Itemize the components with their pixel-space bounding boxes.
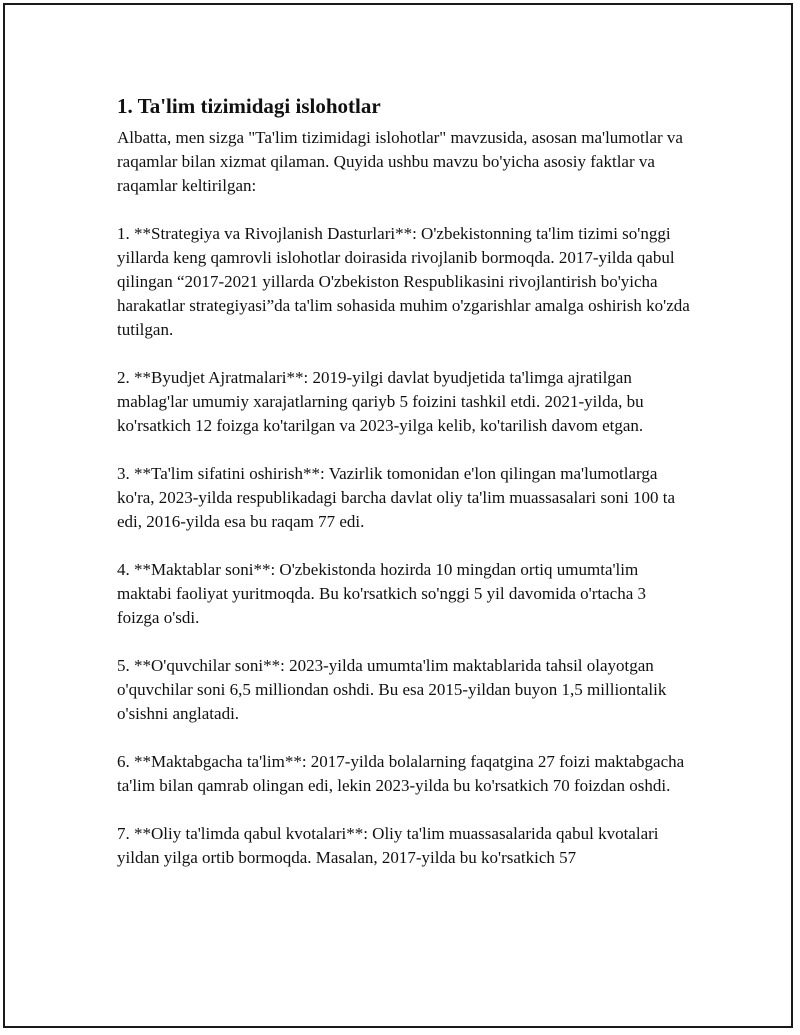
item-strategy-paragraph: 1. **Strategiya va Rivojlanish Dasturlari**: O'zbekistonning ta'lim tizimi so'nggi yillarda keng qamrovli islohotlar doirasida rivojlanib bormoqda. 2017-yilda qabul qilingan “2017-2021 yillarda O'zbekiston Respublikasini rivojlantirish bo'yicha harakatlar strategiyasi”da ta'lim sohasida muhim o'zgarishlar amalga oshirish ko'zda tutilgan.	[117, 224, 690, 339]
item-admission-quotas-paragraph: 7. **Oliy ta'limda qabul kvotalari**: Oliy ta'lim muassasalarida qabul kvotalari yildan yilga ortib bormoqda. Masalan, 2017-yilda bu ko'rsatkich 57	[117, 824, 659, 867]
item-preschool-paragraph: 6. **Maktabgacha ta'lim**: 2017-yilda bolalarning faqatgina 27 foizi maktabgacha ta'lim bilan qamrab olingan edi, lekin 2023-yilda bu ko'rsatkich 70 foizdan oshdi.	[117, 752, 685, 795]
section-heading: 1. Ta'lim tizimidagi islohotlar	[117, 94, 381, 118]
item-budget-paragraph: 2. **Byudjet Ajratmalari**: 2019-yilgi davlat byudjetida ta'limga ajratilgan mablag'lar umumiy xarajatlarning qariyb 5 foizini tashkil etdi. 2021-yilda, bu ko'rsatkich 12 foizga ko'tarilgan va 2023-yilga kelib, ko'tarilish davom etgan.	[117, 368, 644, 435]
item-students-paragraph: 5. **O'quvchilar soni**: 2023-yilda umumta'lim maktablarida tahsil olayotgan o'quvchilar soni 6,5 milliondan oshdi. Bu esa 2015-yildan buyon 1,5 milliontalik o'sishni anglatadi.	[117, 656, 667, 723]
item-quality-paragraph: 3. **Ta'lim sifatini oshirish**: Vazirlik tomonidan e'lon qilingan ma'lumotlarga ko'ra, 2023-yilda respublikadagi barcha davlat oliy ta'lim muassasalari soni 100 ta edi, 2016-yilda esa bu raqam 77 edi.	[117, 464, 676, 531]
item-schools-paragraph: 4. **Maktablar soni**: O'zbekistonda hozirda 10 mingdan ortiq umumta'lim maktabi faoliyat yuritmoqda. Bu ko'rsatkich so'nggi 5 yil davomida o'rtacha 3 foizga o'sdi.	[117, 560, 646, 627]
intro-paragraph: Albatta, men sizga "Ta'lim tizimidagi islohotlar" mavzusida, asosan ma'lumotlar va raqamlar bilan xizmat qilaman. Quyida ushbu mavzu bo'yicha asosiy faktlar va raqamlar keltirilgan:	[117, 128, 683, 195]
document-body	[117, 92, 692, 870]
